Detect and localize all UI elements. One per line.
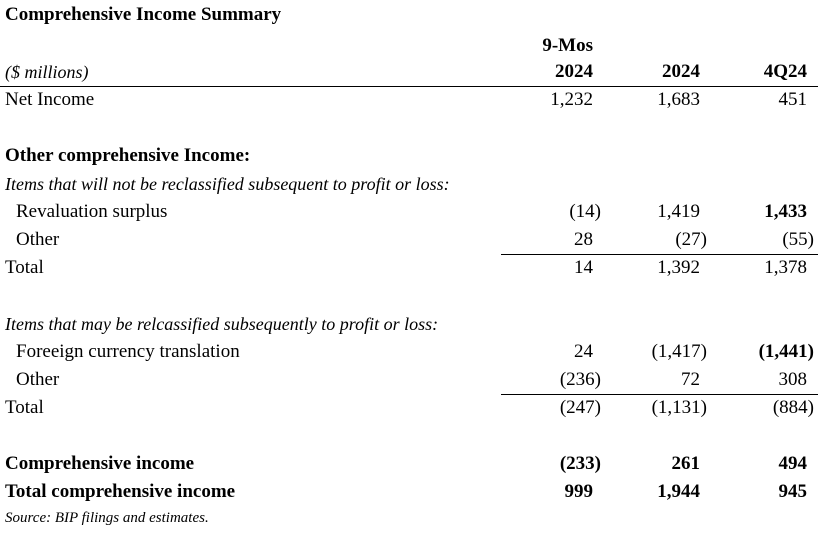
total-v1: 14 [574,257,593,278]
row-v1: 24 [574,341,593,362]
row-v2: (1,417) [651,341,707,362]
total-comprehensive-income-label: Total comprehensive income [5,481,236,502]
may-reclass-heading: Items that may be relcassified subsequently to profit or loss: [5,314,439,334]
col1-header-top: 9-Mos [542,35,593,56]
table-row [0,366,818,394]
row-v3: 1,433 [764,201,807,222]
oci-heading-row [0,142,818,170]
total-label: Total [5,257,44,278]
comprehensive-income-label: Comprehensive income [5,453,195,474]
row-v2: 1,419 [657,201,700,222]
row-label: Foreeign currency translation [16,341,240,362]
row-v1: (14) [569,201,601,222]
total-v1: (247) [559,397,601,418]
table-title: Comprehensive Income Summary [5,4,282,25]
row-v3: 308 [778,369,807,390]
net-income-row [0,86,818,114]
row-v1: (236) [559,369,601,390]
table-row [0,198,818,226]
comprehensive-income-v1: (233) [559,453,601,474]
comprehensive-income-v3: 494 [778,453,807,474]
may-reclass-heading-row [0,310,818,338]
total-row [0,254,818,282]
net-income-v2: 1,683 [657,89,700,110]
header-row [0,58,818,86]
units-label: ($ millions) [5,62,89,82]
col2-header: 2024 [662,61,700,82]
total-comprehensive-income-v3: 945 [778,481,807,502]
row-v3: (55) [782,229,814,250]
header-row-top [0,32,818,60]
total-comprehensive-income-row [0,478,818,506]
total-comprehensive-income-v2: 1,944 [657,481,700,502]
total-comprehensive-income-v1: 999 [564,481,593,502]
row-label: Other [16,229,60,250]
col3-header: 4Q24 [763,61,807,82]
total-v3: (884) [772,397,814,418]
table-row [0,226,818,254]
row-label: Revaluation surplus [16,201,168,222]
comprehensive-income-row [0,450,818,478]
total-label: Total [5,397,44,418]
col1-header: 2024 [555,61,593,82]
not-reclass-heading: Items that will not be reclassified subsequent to profit or loss: [5,174,450,194]
total-v2: (1,131) [651,397,707,418]
total-v3: 1,378 [764,257,807,278]
row-label: Other [16,369,60,390]
total-row [0,394,818,422]
total-v2: 1,392 [657,257,700,278]
row-v1: 28 [574,229,593,250]
net-income-label: Net Income [5,89,95,110]
source-note: Source: BIP filings and estimates. [5,510,209,526]
oci-heading: Other comprehensive Income: [5,145,251,166]
row-v2: (27) [675,229,707,250]
table-row [0,338,818,366]
row-v3: (1,441) [758,341,814,362]
comprehensive-income-v2: 261 [671,453,700,474]
net-income-v3: 451 [778,89,807,110]
row-v2: 72 [681,369,700,390]
net-income-v1: 1,232 [550,89,593,110]
not-reclass-heading-row [0,170,818,198]
